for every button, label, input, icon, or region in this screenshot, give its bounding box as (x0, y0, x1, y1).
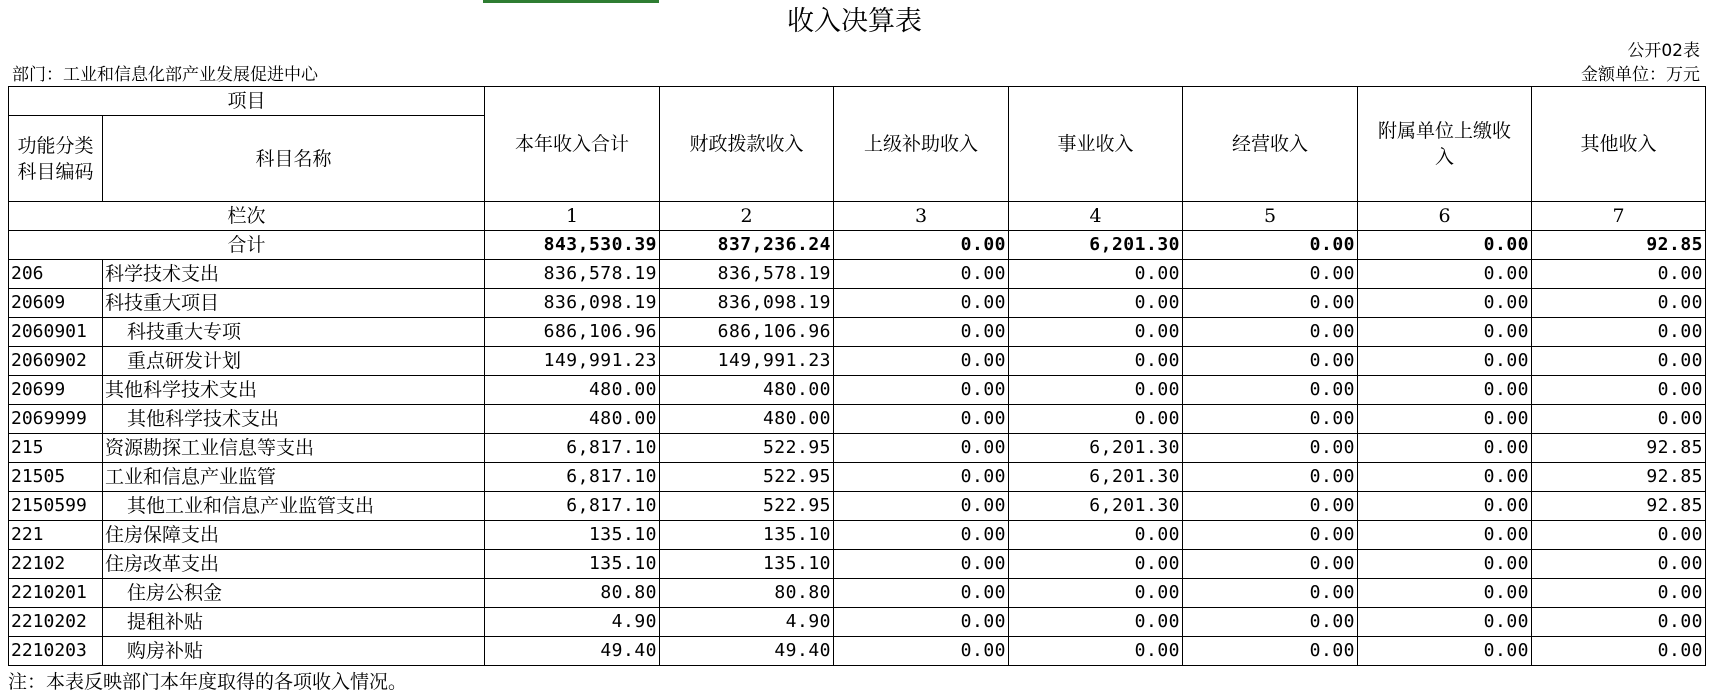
amount-cell: 836,098.19 (660, 289, 834, 318)
amount-cell: 0.00 (1009, 550, 1183, 579)
amount-cell: 0.00 (1532, 579, 1706, 608)
amount-cell: 686,106.96 (485, 318, 660, 347)
subject-name: 住房保障支出 (103, 521, 485, 550)
amount-cell: 6,201.30 (1009, 463, 1183, 492)
total-value: 92.85 (1532, 231, 1706, 260)
amount-cell: 0.00 (834, 579, 1009, 608)
amount-cell: 0.00 (834, 463, 1009, 492)
header-col-7: 其他收入 (1532, 87, 1706, 202)
amount-cell: 0.00 (1532, 376, 1706, 405)
amount-cell: 0.00 (1358, 521, 1532, 550)
subject-name: 其他科学技术支出 (103, 405, 485, 434)
amount-cell: 0.00 (1532, 521, 1706, 550)
table-row (9, 347, 1706, 376)
amount-cell: 0.00 (834, 492, 1009, 521)
amount-cell: 0.00 (1183, 637, 1358, 666)
function-code: 2060902 (9, 347, 103, 376)
amount-cell: 0.00 (834, 521, 1009, 550)
table-row (9, 579, 1706, 608)
header-col-6: 附属单位上缴收入 (1358, 87, 1532, 202)
table-row (9, 405, 1706, 434)
column-index: 6 (1358, 202, 1532, 231)
amount-cell: 522.95 (660, 463, 834, 492)
amount-cell: 480.00 (660, 405, 834, 434)
form-number: 公开02表 (1627, 41, 1700, 61)
amount-cell: 4.90 (660, 608, 834, 637)
amount-cell: 135.10 (485, 521, 660, 550)
amount-cell: 0.00 (1183, 550, 1358, 579)
amount-cell: 0.00 (1183, 521, 1358, 550)
subject-name: 其他科学技术支出 (103, 376, 485, 405)
amount-cell: 0.00 (1358, 463, 1532, 492)
amount-cell: 522.95 (660, 492, 834, 521)
function-code: 22102 (9, 550, 103, 579)
total-value: 0.00 (1358, 231, 1532, 260)
subject-name: 住房公积金 (103, 579, 485, 608)
amount-cell: 686,106.96 (660, 318, 834, 347)
subject-name: 其他工业和信息产业监管支出 (103, 492, 485, 521)
amount-cell: 0.00 (1532, 608, 1706, 637)
function-code: 2210201 (9, 579, 103, 608)
function-code: 2210202 (9, 608, 103, 637)
table-note: 注：本表反映部门本年度取得的各项收入情况。 (8, 671, 408, 693)
amount-cell: 0.00 (1009, 376, 1183, 405)
total-value: 0.00 (1183, 231, 1358, 260)
amount-cell: 0.00 (1532, 260, 1706, 289)
amount-cell: 6,201.30 (1009, 434, 1183, 463)
amount-cell: 0.00 (1532, 637, 1706, 666)
subject-name: 工业和信息产业监管 (103, 463, 485, 492)
amount-cell: 80.80 (485, 579, 660, 608)
amount-cell: 0.00 (1009, 289, 1183, 318)
subject-name: 科学技术支出 (103, 260, 485, 289)
header-col-1: 本年收入合计 (485, 87, 660, 202)
amount-cell: 0.00 (1532, 550, 1706, 579)
amount-cell: 0.00 (1532, 347, 1706, 376)
table-row (9, 492, 1706, 521)
amount-cell: 0.00 (1009, 405, 1183, 434)
function-code: 206 (9, 260, 103, 289)
amount-cell: 0.00 (834, 289, 1009, 318)
amount-cell: 0.00 (1183, 289, 1358, 318)
page-title: 收入决算表 (787, 6, 922, 37)
amount-cell: 135.10 (485, 550, 660, 579)
amount-cell: 6,817.10 (485, 492, 660, 521)
amount-cell: 0.00 (1358, 608, 1532, 637)
amount-cell: 0.00 (1532, 289, 1706, 318)
amount-cell: 0.00 (1009, 521, 1183, 550)
amount-cell: 0.00 (1183, 347, 1358, 376)
subject-name: 购房补贴 (103, 637, 485, 666)
amount-cell: 49.40 (660, 637, 834, 666)
amount-cell: 0.00 (1358, 637, 1532, 666)
amount-cell: 0.00 (1532, 318, 1706, 347)
function-code: 2150599 (9, 492, 103, 521)
amount-cell: 0.00 (1009, 579, 1183, 608)
amount-cell: 0.00 (1183, 492, 1358, 521)
amount-cell: 0.00 (1183, 405, 1358, 434)
amount-cell: 0.00 (834, 260, 1009, 289)
amount-cell: 0.00 (1009, 260, 1183, 289)
header-col-3: 上级补助收入 (834, 87, 1009, 202)
amount-cell: 0.00 (1358, 347, 1532, 376)
total-label: 合计 (9, 231, 485, 260)
subject-name: 科技重大专项 (103, 318, 485, 347)
amount-cell: 836,578.19 (660, 260, 834, 289)
table-row (9, 376, 1706, 405)
function-code: 20609 (9, 289, 103, 318)
amount-cell: 0.00 (1183, 376, 1358, 405)
amount-cell: 480.00 (485, 376, 660, 405)
amount-cell: 135.10 (660, 521, 834, 550)
header-func-code: 功能分类科目编码 (9, 116, 103, 202)
amount-cell: 0.00 (1009, 637, 1183, 666)
column-index: 3 (834, 202, 1009, 231)
function-code: 21505 (9, 463, 103, 492)
amount-cell: 0.00 (834, 608, 1009, 637)
table-row (9, 289, 1706, 318)
amount-cell: 92.85 (1532, 492, 1706, 521)
column-index: 5 (1183, 202, 1358, 231)
total-value: 0.00 (834, 231, 1009, 260)
amount-cell: 480.00 (485, 405, 660, 434)
amount-cell: 149,991.23 (485, 347, 660, 376)
function-code: 221 (9, 521, 103, 550)
amount-cell: 149,991.23 (660, 347, 834, 376)
amount-cell: 0.00 (1358, 579, 1532, 608)
amount-cell: 0.00 (1358, 492, 1532, 521)
amount-cell: 0.00 (1183, 608, 1358, 637)
amount-cell: 836,098.19 (485, 289, 660, 318)
column-index: 1 (485, 202, 660, 231)
amount-cell: 0.00 (1532, 405, 1706, 434)
subject-name: 住房改革支出 (103, 550, 485, 579)
amount-cell: 0.00 (834, 318, 1009, 347)
total-value: 6,201.30 (1009, 231, 1183, 260)
amount-cell: 49.40 (485, 637, 660, 666)
subject-name: 科技重大项目 (103, 289, 485, 318)
amount-cell: 836,578.19 (485, 260, 660, 289)
column-index: 2 (660, 202, 834, 231)
header-item: 项目 (9, 87, 485, 116)
total-value: 843,530.39 (485, 231, 660, 260)
amount-cell: 92.85 (1532, 463, 1706, 492)
subject-name: 重点研发计划 (103, 347, 485, 376)
table-row (9, 434, 1706, 463)
column-index-label: 栏次 (9, 202, 485, 231)
amount-cell: 0.00 (1183, 463, 1358, 492)
table-row (9, 637, 1706, 666)
function-code: 2069999 (9, 405, 103, 434)
function-code: 2060901 (9, 318, 103, 347)
amount-cell: 0.00 (1358, 434, 1532, 463)
amount-cell: 0.00 (1358, 289, 1532, 318)
header-col-5: 经营收入 (1183, 87, 1358, 202)
column-index: 4 (1009, 202, 1183, 231)
amount-cell: 0.00 (834, 405, 1009, 434)
amount-cell: 0.00 (1183, 434, 1358, 463)
amount-cell: 522.95 (660, 434, 834, 463)
amount-cell: 0.00 (1183, 260, 1358, 289)
table-row (9, 608, 1706, 637)
amount-cell: 6,817.10 (485, 434, 660, 463)
amount-cell: 0.00 (1009, 347, 1183, 376)
amount-cell: 0.00 (1183, 318, 1358, 347)
table-row (9, 260, 1706, 289)
header-col-4: 事业收入 (1009, 87, 1183, 202)
function-code: 20699 (9, 376, 103, 405)
table-row (9, 550, 1706, 579)
amount-cell: 6,817.10 (485, 463, 660, 492)
amount-cell: 4.90 (485, 608, 660, 637)
amount-cell: 0.00 (834, 347, 1009, 376)
amount-cell: 0.00 (1358, 405, 1532, 434)
amount-cell: 0.00 (1358, 260, 1532, 289)
amount-cell: 92.85 (1532, 434, 1706, 463)
subject-name: 资源勘探工业信息等支出 (103, 434, 485, 463)
amount-cell: 80.80 (660, 579, 834, 608)
amount-cell: 135.10 (660, 550, 834, 579)
amount-cell: 0.00 (834, 434, 1009, 463)
amount-cell: 6,201.30 (1009, 492, 1183, 521)
amount-cell: 0.00 (1009, 318, 1183, 347)
function-code: 215 (9, 434, 103, 463)
total-row (9, 231, 1706, 260)
amount-cell: 0.00 (834, 637, 1009, 666)
table-row (9, 318, 1706, 347)
subject-name: 提租补贴 (103, 608, 485, 637)
amount-cell: 0.00 (1358, 550, 1532, 579)
amount-cell: 0.00 (1358, 318, 1532, 347)
amount-cell: 0.00 (1183, 579, 1358, 608)
amount-cell: 0.00 (834, 376, 1009, 405)
department-label: 部门：工业和信息化部产业发展促进中心 (12, 65, 318, 85)
amount-cell: 0.00 (1009, 608, 1183, 637)
function-code: 2210203 (9, 637, 103, 666)
amount-cell: 480.00 (660, 376, 834, 405)
amount-cell: 0.00 (1358, 376, 1532, 405)
table-row (9, 463, 1706, 492)
table-row (9, 521, 1706, 550)
column-index: 7 (1532, 202, 1706, 231)
header-subject-name: 科目名称 (103, 116, 485, 202)
income-table (8, 86, 1706, 666)
unit-label: 金额单位：万元 (1581, 65, 1700, 85)
amount-cell: 0.00 (834, 550, 1009, 579)
total-value: 837,236.24 (660, 231, 834, 260)
header-col-2: 财政拨款收入 (660, 87, 834, 202)
